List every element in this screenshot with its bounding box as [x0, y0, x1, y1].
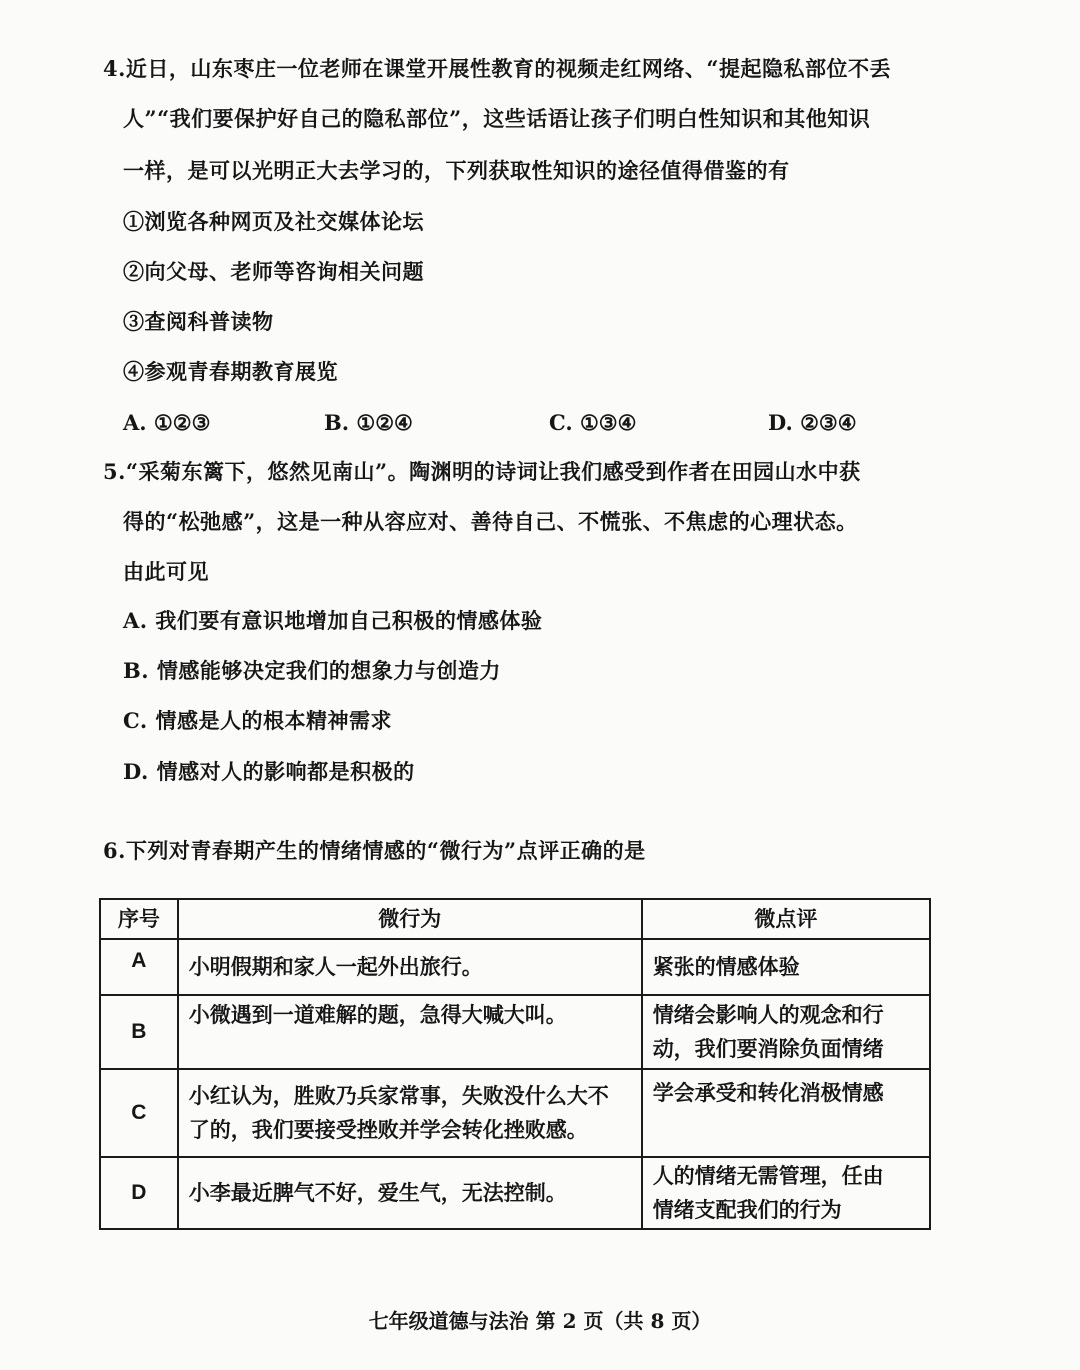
comment-line: 情绪会影响人的观念和行 — [652, 1002, 884, 1027]
q5-stem-line-1: 5.“采菊东篱下，悠然见南山”。陶渊明的诗词让我们感受到作者在田园山水中获 — [103, 459, 861, 484]
header-comment: 微点评 — [642, 899, 930, 939]
row-behavior — [178, 1069, 642, 1157]
q4-item-3: ③查阅科普读物 — [123, 309, 274, 334]
table-row — [100, 939, 930, 995]
q4-item-1: ①浏览各种网页及社交媒体论坛 — [123, 209, 424, 234]
comment-line: 情绪支配我们的行为 — [652, 1197, 842, 1222]
behavior-line: 小红认为，胜败乃兵家常事，失败没什么大不 — [188, 1083, 609, 1108]
q6-table — [99, 898, 931, 1230]
table-row — [100, 1157, 930, 1229]
row-id: A — [100, 939, 178, 995]
comment-line: 动，我们要消除负面情绪 — [652, 1036, 884, 1061]
comment-line: 紧张的情感体验 — [652, 954, 800, 979]
row-id: C — [100, 1069, 178, 1157]
behavior-line: 小明假期和家人一起外出旅行。 — [188, 954, 483, 979]
q4-option-d: D. ②③④ — [768, 410, 857, 435]
header-behavior: 微行为 — [178, 899, 642, 939]
q5-option-c: C. 情感是人的根本精神需求 — [123, 708, 392, 733]
q4-option-c: C. ①③④ — [549, 410, 637, 435]
row-comment — [642, 939, 930, 995]
row-comment — [642, 995, 930, 1069]
row-comment — [642, 1069, 930, 1157]
row-behavior — [178, 939, 642, 995]
row-behavior — [178, 1157, 642, 1229]
row-comment — [642, 1157, 930, 1229]
q5-option-a: A. 我们要有意识地增加自己积极的情感体验 — [123, 608, 543, 633]
q6-stem: 6.下列对青春期产生的情绪情感的“微行为”点评正确的是 — [103, 838, 646, 863]
q4-stem-line-1: 4.近日，山东枣庄一位老师在课堂开展性教育的视频走红网络、“提起隐私部位不丢 — [103, 56, 891, 81]
q4-stem-line-2: 人”“我们要保护好自己的隐私部位”，这些话语让孩子们明白性知识和其他知识 — [123, 106, 871, 131]
table-header-row — [100, 899, 930, 939]
behavior-line: 小李最近脾气不好，爱生气，无法控制。 — [188, 1180, 567, 1205]
row-id: D — [100, 1157, 178, 1229]
q4-stem-line-3: 一样，是可以光明正大去学习的，下列获取性知识的途径值得借鉴的有 — [123, 158, 790, 183]
q5-option-b: B. 情感能够决定我们的想象力与创造力 — [123, 658, 501, 683]
behavior-line: 小微遇到一道难解的题，急得大喊大叫。 — [188, 1002, 567, 1027]
q4-option-b: B. ①②④ — [324, 410, 413, 435]
comment-line: 人的情绪无需管理，任由 — [652, 1163, 884, 1188]
row-id: B — [100, 995, 178, 1069]
q4-option-a: A. ①②③ — [123, 410, 211, 435]
q5-option-d: D. 情感对人的影响都是积极的 — [123, 759, 415, 784]
q4-options — [123, 408, 923, 438]
q5-stem-line-3: 由此可见 — [123, 559, 209, 584]
q4-item-2: ②向父母、老师等咨询相关问题 — [123, 259, 424, 284]
table-row — [100, 995, 930, 1069]
q4-item-4: ④参观青春期教育展览 — [123, 359, 338, 384]
row-behavior — [178, 995, 642, 1069]
page-footer: 七年级道德与法治 第 2 页（共 8 页） — [368, 1309, 712, 1333]
header-id: 序号 — [100, 899, 178, 939]
behavior-line: 了的，我们要接受挫败并学会转化挫败感。 — [188, 1117, 588, 1142]
table-row — [100, 1069, 930, 1157]
comment-line: 学会承受和转化消极情感 — [652, 1080, 884, 1105]
q5-stem-line-2: 得的“松弛感”，这是一种从容应对、善待自己、不慌张、不焦虑的心理状态。 — [123, 509, 858, 534]
